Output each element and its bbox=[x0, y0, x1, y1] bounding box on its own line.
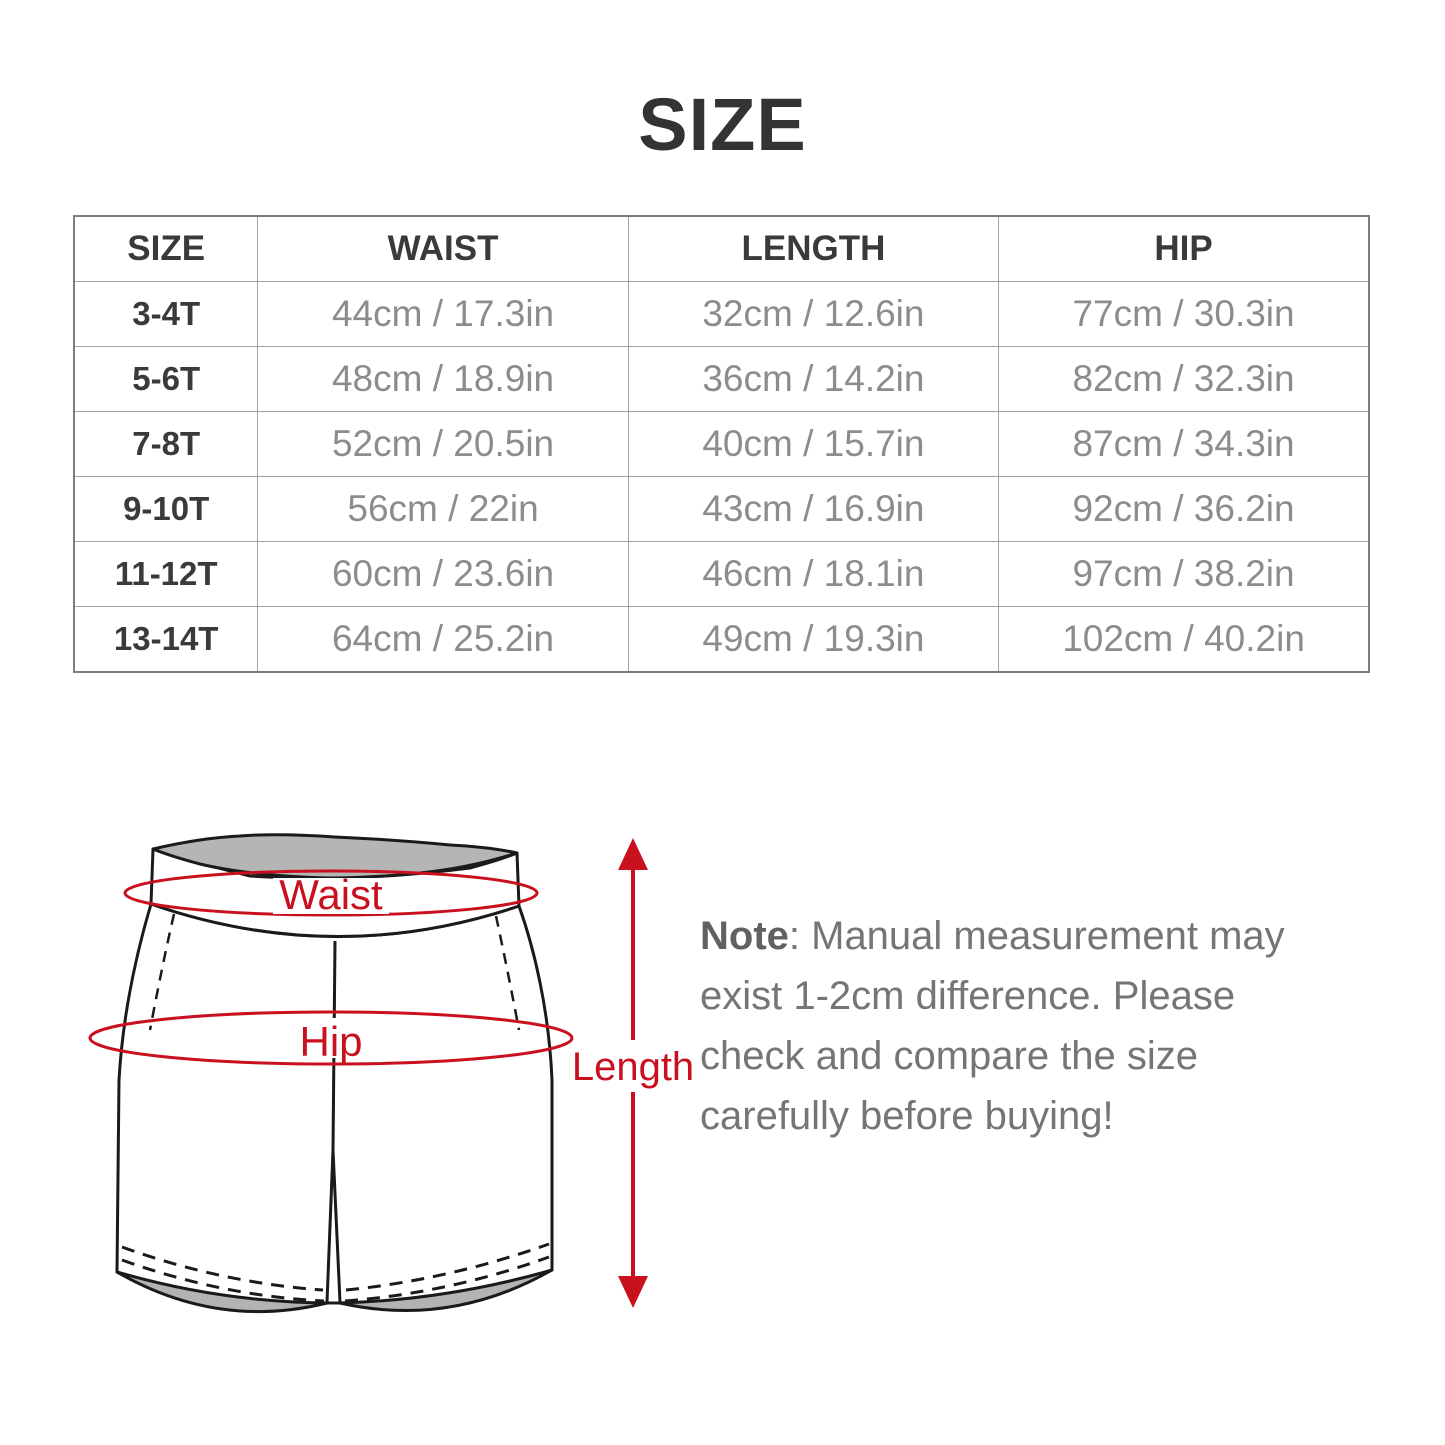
table-row bbox=[74, 607, 1369, 673]
waist-cell: 48cm / 18.9in bbox=[258, 347, 628, 412]
table-row bbox=[74, 412, 1369, 477]
length-cell: 40cm / 15.7in bbox=[628, 412, 998, 477]
column-header-waist: WAIST bbox=[258, 216, 628, 282]
waist-cell: 56cm / 22in bbox=[258, 477, 628, 542]
length-cell: 36cm / 14.2in bbox=[628, 347, 998, 412]
table-row bbox=[74, 542, 1369, 607]
size-cell: 7-8T bbox=[74, 412, 258, 477]
note-line: carefully before buying! bbox=[700, 1094, 1114, 1138]
hip-cell: 77cm / 30.3in bbox=[999, 282, 1369, 347]
shorts-measurement-diagram bbox=[60, 812, 720, 1357]
waist-cell: 44cm / 17.3in bbox=[258, 282, 628, 347]
length-cell: 43cm / 16.9in bbox=[628, 477, 998, 542]
size-cell: 3-4T bbox=[74, 282, 258, 347]
hip-cell: 82cm / 32.3in bbox=[999, 347, 1369, 412]
length-cell: 32cm / 12.6in bbox=[628, 282, 998, 347]
note-line: check and compare the size bbox=[700, 1034, 1199, 1078]
waist-cell: 64cm / 25.2in bbox=[258, 607, 628, 673]
length-arrowhead-top bbox=[618, 838, 648, 870]
table-row bbox=[74, 347, 1369, 412]
hip-label: Hip bbox=[299, 1018, 363, 1065]
column-header-length: LENGTH bbox=[628, 216, 998, 282]
table-header-row bbox=[74, 216, 1369, 282]
hip-cell: 92cm / 36.2in bbox=[999, 477, 1369, 542]
length-label: Length bbox=[571, 1045, 695, 1089]
table-row bbox=[74, 282, 1369, 347]
length-cell: 46cm / 18.1in bbox=[628, 542, 998, 607]
waist-label: Waist bbox=[279, 871, 383, 918]
note-line bbox=[700, 906, 1370, 966]
hip-cell: 87cm / 34.3in bbox=[999, 412, 1369, 477]
size-cell: 11-12T bbox=[74, 542, 258, 607]
note-label: Note bbox=[700, 914, 789, 958]
page-title: SIZE bbox=[638, 83, 807, 166]
length-arrowhead-bottom bbox=[618, 1276, 648, 1308]
waist-cell: 60cm / 23.6in bbox=[258, 542, 628, 607]
size-cell: 5-6T bbox=[74, 347, 258, 412]
hip-cell: 102cm / 40.2in bbox=[999, 607, 1369, 673]
column-header-size: SIZE bbox=[74, 216, 258, 282]
note-text bbox=[700, 906, 1370, 1146]
hip-cell: 97cm / 38.2in bbox=[999, 542, 1369, 607]
waist-cell: 52cm / 20.5in bbox=[258, 412, 628, 477]
size-cell: 13-14T bbox=[74, 607, 258, 673]
note-line: exist 1-2cm difference. Please bbox=[700, 974, 1236, 1018]
length-cell: 49cm / 19.3in bbox=[628, 607, 998, 673]
size-table bbox=[73, 215, 1370, 673]
column-header-hip: HIP bbox=[999, 216, 1369, 282]
note-line-rest: : Manual measurement may bbox=[788, 914, 1285, 958]
size-cell: 9-10T bbox=[74, 477, 258, 542]
table-row bbox=[74, 477, 1369, 542]
